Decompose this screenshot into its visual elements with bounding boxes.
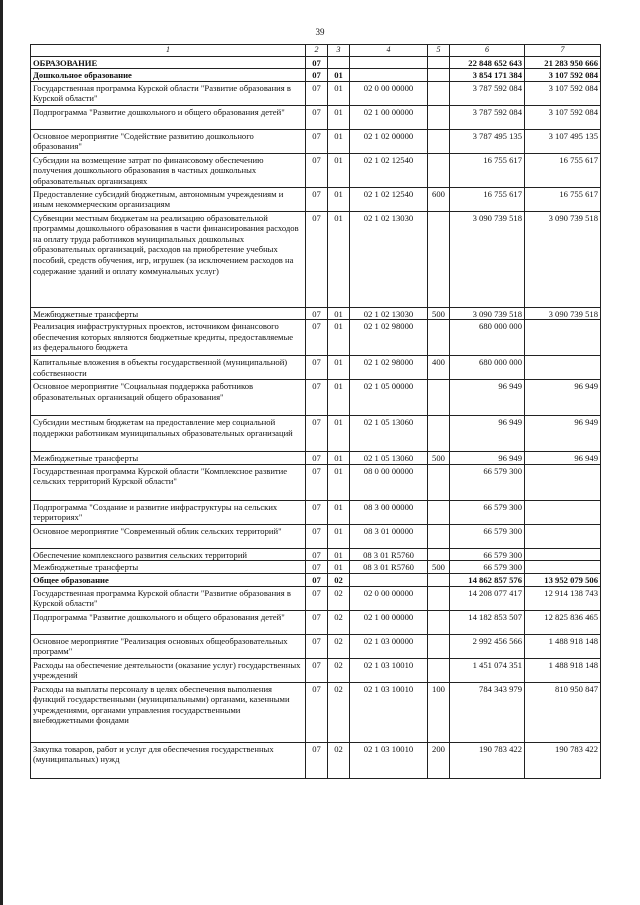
row-amount-year2-cell: 96 949	[525, 380, 601, 416]
header-cell: 2	[306, 45, 328, 57]
row-expense-type-cell	[428, 658, 450, 682]
row-amount-year1-cell: 66 579 300	[450, 524, 525, 548]
header-cell: 3	[328, 45, 350, 57]
row-amount-year1-cell: 3 090 739 518	[450, 307, 525, 320]
table-row	[31, 105, 601, 129]
row-name-cell: Субсидии на возмещение затрат по финансовому обеспечению получения дошкольного образования в частных дошкольных образовательных организациях	[31, 153, 306, 187]
row-expense-type-cell	[428, 380, 450, 416]
row-amount-year1-cell: 14 862 857 576	[450, 573, 525, 586]
row-name-cell: Государственная программа Курской области "Развитие образования в Курской области"	[31, 81, 306, 105]
row-section-cell: 07	[306, 682, 328, 742]
row-target-article-cell	[350, 573, 428, 586]
row-name-cell: Основное мероприятие "Современный облик сельских территорий"	[31, 524, 306, 548]
row-expense-type-cell	[428, 524, 450, 548]
budget-table	[30, 44, 601, 779]
row-amount-year1-cell: 784 343 979	[450, 682, 525, 742]
row-amount-year2-cell	[525, 561, 601, 574]
row-amount-year2-cell: 1 488 918 148	[525, 658, 601, 682]
row-expense-type-cell: 100	[428, 682, 450, 742]
row-name-cell: Межбюджетные трансферты	[31, 307, 306, 320]
row-section-cell: 07	[306, 320, 328, 356]
row-name-cell: Основное мероприятие "Содействие развитию дошкольного образования"	[31, 129, 306, 153]
row-name-cell: Государственная программа Курской области "Развитие образования в Курской области"	[31, 586, 306, 610]
table-row	[31, 187, 601, 211]
table-row	[31, 452, 601, 465]
row-amount-year1-cell: 190 783 422	[450, 742, 525, 778]
row-amount-year1-cell: 16 755 617	[450, 153, 525, 187]
row-target-article-cell: 02 0 00 00000	[350, 586, 428, 610]
row-target-article-cell: 02 1 02 13030	[350, 211, 428, 307]
row-expense-type-cell: 500	[428, 307, 450, 320]
row-amount-year1-cell: 22 848 652 643	[450, 56, 525, 69]
row-expense-type-cell	[428, 586, 450, 610]
row-amount-year2-cell: 3 107 592 084	[525, 69, 601, 82]
row-name-cell: Межбюджетные трансферты	[31, 561, 306, 574]
row-name-cell: Обеспечение комплексного развития сельских территорий	[31, 548, 306, 561]
row-section-cell: 07	[306, 56, 328, 69]
row-subsection-cell: 01	[328, 307, 350, 320]
row-amount-year2-cell: 21 283 950 666	[525, 56, 601, 69]
table-row	[31, 586, 601, 610]
row-name-cell: Основное мероприятие "Социальная поддержка работников образовательных организаций общего образования"	[31, 380, 306, 416]
table-row	[31, 380, 601, 416]
row-section-cell: 07	[306, 81, 328, 105]
table-row	[31, 153, 601, 187]
row-amount-year2-cell	[525, 464, 601, 500]
table-row	[31, 524, 601, 548]
row-section-cell: 07	[306, 548, 328, 561]
row-target-article-cell: 02 1 02 98000	[350, 356, 428, 380]
row-section-cell: 07	[306, 187, 328, 211]
table-row	[31, 69, 601, 82]
row-target-article-cell: 08 0 00 00000	[350, 464, 428, 500]
row-amount-year2-cell: 810 950 847	[525, 682, 601, 742]
row-subsection-cell: 02	[328, 634, 350, 658]
table-row	[31, 356, 601, 380]
row-amount-year1-cell: 14 182 853 507	[450, 610, 525, 634]
row-section-cell: 07	[306, 586, 328, 610]
row-amount-year2-cell	[525, 524, 601, 548]
row-amount-year1-cell: 66 579 300	[450, 548, 525, 561]
row-name-cell: Субвенции местным бюджетам на реализацию образовательной программы дошкольного образования в части финансирования расходов на оплату труда работников муниципальных дошкольных образовательных организаций, расходов на приобретение учебных пособий, средств обучения, игр, игрушек (за исключением расходов на содержание зданий и оплату коммунальных услуг)	[31, 211, 306, 307]
row-amount-year1-cell: 3 787 495 135	[450, 129, 525, 153]
row-expense-type-cell	[428, 500, 450, 524]
row-amount-year2-cell: 96 949	[525, 416, 601, 452]
row-name-cell: Подпрограмма "Развитие дошкольного и общего образования детей"	[31, 105, 306, 129]
row-amount-year1-cell: 3 090 739 518	[450, 211, 525, 307]
row-name-cell: Межбюджетные трансферты	[31, 452, 306, 465]
row-section-cell: 07	[306, 153, 328, 187]
row-expense-type-cell	[428, 320, 450, 356]
row-section-cell: 07	[306, 452, 328, 465]
row-target-article-cell: 02 1 05 00000	[350, 380, 428, 416]
row-target-article-cell: 08 3 01 00000	[350, 524, 428, 548]
row-amount-year2-cell: 3 107 592 084	[525, 105, 601, 129]
row-subsection-cell: 01	[328, 524, 350, 548]
row-name-cell: Расходы на обеспечение деятельности (оказание услуг) государственных учреждений	[31, 658, 306, 682]
row-amount-year1-cell: 14 208 077 417	[450, 586, 525, 610]
row-amount-year1-cell: 96 949	[450, 380, 525, 416]
row-amount-year2-cell: 3 090 739 518	[525, 211, 601, 307]
table-row	[31, 320, 601, 356]
row-expense-type-cell: 200	[428, 742, 450, 778]
row-section-cell: 07	[306, 105, 328, 129]
row-amount-year1-cell: 3 787 592 084	[450, 81, 525, 105]
row-name-cell: Дошкольное образование	[31, 69, 306, 82]
header-cell: 6	[450, 45, 525, 57]
row-amount-year2-cell	[525, 356, 601, 380]
row-subsection-cell: 02	[328, 586, 350, 610]
row-target-article-cell: 02 1 02 13030	[350, 307, 428, 320]
row-amount-year2-cell: 3 107 495 135	[525, 129, 601, 153]
row-subsection-cell: 01	[328, 548, 350, 561]
row-target-article-cell: 02 1 03 00000	[350, 634, 428, 658]
row-amount-year2-cell: 1 488 918 148	[525, 634, 601, 658]
table-row	[31, 610, 601, 634]
row-section-cell: 07	[306, 742, 328, 778]
row-amount-year1-cell: 2 992 456 566	[450, 634, 525, 658]
row-expense-type-cell: 500	[428, 452, 450, 465]
row-section-cell: 07	[306, 356, 328, 380]
header-cell: 4	[350, 45, 428, 57]
row-amount-year2-cell: 16 755 617	[525, 153, 601, 187]
row-amount-year1-cell: 3 787 592 084	[450, 105, 525, 129]
row-subsection-cell	[328, 56, 350, 69]
row-name-cell: Основное мероприятие "Реализация основных общеобразовательных программ"	[31, 634, 306, 658]
row-target-article-cell: 08 3 00 00000	[350, 500, 428, 524]
row-section-cell: 07	[306, 500, 328, 524]
row-subsection-cell: 01	[328, 69, 350, 82]
row-expense-type-cell	[428, 211, 450, 307]
row-section-cell: 07	[306, 658, 328, 682]
row-subsection-cell: 02	[328, 610, 350, 634]
row-name-cell: Расходы на выплаты персоналу в целях обеспечения выполнения функций государственными (муниципальными) органами, казенными учреждениями, органами управления государственными внебюджетными фондами	[31, 682, 306, 742]
row-expense-type-cell	[428, 56, 450, 69]
row-amount-year1-cell: 66 579 300	[450, 561, 525, 574]
table-row	[31, 56, 601, 69]
table-row	[31, 416, 601, 452]
row-expense-type-cell: 500	[428, 561, 450, 574]
row-amount-year2-cell: 12 825 836 465	[525, 610, 601, 634]
row-expense-type-cell	[428, 81, 450, 105]
row-subsection-cell: 01	[328, 129, 350, 153]
row-name-cell: ОБРАЗОВАНИЕ	[31, 56, 306, 69]
row-target-article-cell: 02 1 02 12540	[350, 187, 428, 211]
row-section-cell: 07	[306, 524, 328, 548]
header-cell: 7	[525, 45, 601, 57]
row-name-cell: Капитальные вложения в объекты государственной (муниципальной) собственности	[31, 356, 306, 380]
row-expense-type-cell	[428, 548, 450, 561]
table-row	[31, 573, 601, 586]
header-cell: 1	[31, 45, 306, 57]
row-target-article-cell: 02 1 00 00000	[350, 610, 428, 634]
row-target-article-cell	[350, 69, 428, 82]
row-target-article-cell: 02 1 03 10010	[350, 658, 428, 682]
row-subsection-cell: 01	[328, 464, 350, 500]
row-section-cell: 07	[306, 307, 328, 320]
row-expense-type-cell	[428, 69, 450, 82]
row-subsection-cell: 01	[328, 153, 350, 187]
row-subsection-cell: 01	[328, 211, 350, 307]
row-target-article-cell: 08 3 01 R5760	[350, 548, 428, 561]
row-target-article-cell: 02 1 05 13060	[350, 416, 428, 452]
row-expense-type-cell	[428, 464, 450, 500]
row-amount-year2-cell: 13 952 079 506	[525, 573, 601, 586]
row-section-cell: 07	[306, 129, 328, 153]
row-subsection-cell: 01	[328, 105, 350, 129]
row-amount-year2-cell: 3 107 592 084	[525, 81, 601, 105]
row-target-article-cell: 02 1 02 98000	[350, 320, 428, 356]
row-amount-year1-cell: 16 755 617	[450, 187, 525, 211]
row-name-cell: Субсидии местным бюджетам на предоставление мер социальной поддержки работникам муниципальных образовательных организаций	[31, 416, 306, 452]
row-section-cell: 07	[306, 561, 328, 574]
row-section-cell: 07	[306, 211, 328, 307]
row-name-cell: Подпрограмма "Развитие дошкольного и общего образования детей"	[31, 610, 306, 634]
row-expense-type-cell	[428, 153, 450, 187]
row-amount-year1-cell: 680 000 000	[450, 356, 525, 380]
row-subsection-cell: 01	[328, 187, 350, 211]
row-target-article-cell: 02 1 02 12540	[350, 153, 428, 187]
row-expense-type-cell: 600	[428, 187, 450, 211]
table-row	[31, 682, 601, 742]
row-amount-year1-cell: 3 854 171 384	[450, 69, 525, 82]
row-amount-year2-cell	[525, 320, 601, 356]
row-name-cell: Государственная программа Курской области "Комплексное развитие сельских территорий Курской области"	[31, 464, 306, 500]
scan-edge	[0, 0, 3, 905]
row-expense-type-cell	[428, 129, 450, 153]
row-target-article-cell: 02 1 03 10010	[350, 742, 428, 778]
row-amount-year2-cell: 16 755 617	[525, 187, 601, 211]
table-row	[31, 307, 601, 320]
row-subsection-cell: 01	[328, 356, 350, 380]
row-target-article-cell: 02 1 03 10010	[350, 682, 428, 742]
row-amount-year1-cell: 66 579 300	[450, 464, 525, 500]
table-row	[31, 548, 601, 561]
column-number-row	[31, 45, 601, 57]
row-expense-type-cell	[428, 416, 450, 452]
row-amount-year2-cell: 12 914 138 743	[525, 586, 601, 610]
row-name-cell: Закупка товаров, работ и услуг для обеспечения государственных (муниципальных) нужд	[31, 742, 306, 778]
header-cell: 5	[428, 45, 450, 57]
row-target-article-cell: 02 1 02 00000	[350, 129, 428, 153]
row-expense-type-cell	[428, 105, 450, 129]
row-subsection-cell: 01	[328, 500, 350, 524]
row-amount-year1-cell: 96 949	[450, 452, 525, 465]
row-amount-year1-cell: 1 451 074 351	[450, 658, 525, 682]
row-amount-year2-cell: 96 949	[525, 452, 601, 465]
row-expense-type-cell	[428, 610, 450, 634]
table-row	[31, 129, 601, 153]
table-row	[31, 81, 601, 105]
row-subsection-cell: 01	[328, 380, 350, 416]
row-amount-year2-cell	[525, 548, 601, 561]
row-name-cell: Подпрограмма "Создание и развитие инфраструктуры на сельских территориях"	[31, 500, 306, 524]
row-section-cell: 07	[306, 464, 328, 500]
row-amount-year1-cell: 96 949	[450, 416, 525, 452]
table-row	[31, 464, 601, 500]
row-target-article-cell: 02 1 00 00000	[350, 105, 428, 129]
row-amount-year2-cell: 190 783 422	[525, 742, 601, 778]
row-section-cell: 07	[306, 416, 328, 452]
page-number: 39	[315, 27, 325, 37]
table-row	[31, 634, 601, 658]
table-row	[31, 500, 601, 524]
row-name-cell: Реализация инфраструктурных проектов, источником финансового обеспечения которых являются бюджетные кредиты, предоставляемые из федерального бюджета	[31, 320, 306, 356]
row-amount-year2-cell: 3 090 739 518	[525, 307, 601, 320]
row-amount-year1-cell: 66 579 300	[450, 500, 525, 524]
row-amount-year2-cell	[525, 500, 601, 524]
row-section-cell: 07	[306, 573, 328, 586]
row-target-article-cell: 02 0 00 00000	[350, 81, 428, 105]
table-row	[31, 658, 601, 682]
row-subsection-cell: 02	[328, 658, 350, 682]
row-subsection-cell: 01	[328, 320, 350, 356]
row-subsection-cell: 01	[328, 416, 350, 452]
row-expense-type-cell	[428, 573, 450, 586]
row-name-cell: Общее образование	[31, 573, 306, 586]
row-name-cell: Предоставление субсидий бюджетным, автономным учреждениям и иным некоммерческим организациям	[31, 187, 306, 211]
row-expense-type-cell: 400	[428, 356, 450, 380]
row-section-cell: 07	[306, 634, 328, 658]
row-section-cell: 07	[306, 69, 328, 82]
row-section-cell: 07	[306, 380, 328, 416]
row-target-article-cell: 08 3 01 R5760	[350, 561, 428, 574]
row-section-cell: 07	[306, 610, 328, 634]
row-subsection-cell: 02	[328, 573, 350, 586]
table-row	[31, 742, 601, 778]
table-row	[31, 561, 601, 574]
row-subsection-cell: 02	[328, 742, 350, 778]
row-subsection-cell: 01	[328, 81, 350, 105]
row-subsection-cell: 01	[328, 452, 350, 465]
row-amount-year1-cell: 680 000 000	[450, 320, 525, 356]
row-target-article-cell: 02 1 05 13060	[350, 452, 428, 465]
row-subsection-cell: 02	[328, 682, 350, 742]
row-subsection-cell: 01	[328, 561, 350, 574]
table-row	[31, 211, 601, 307]
row-expense-type-cell	[428, 634, 450, 658]
row-target-article-cell	[350, 56, 428, 69]
